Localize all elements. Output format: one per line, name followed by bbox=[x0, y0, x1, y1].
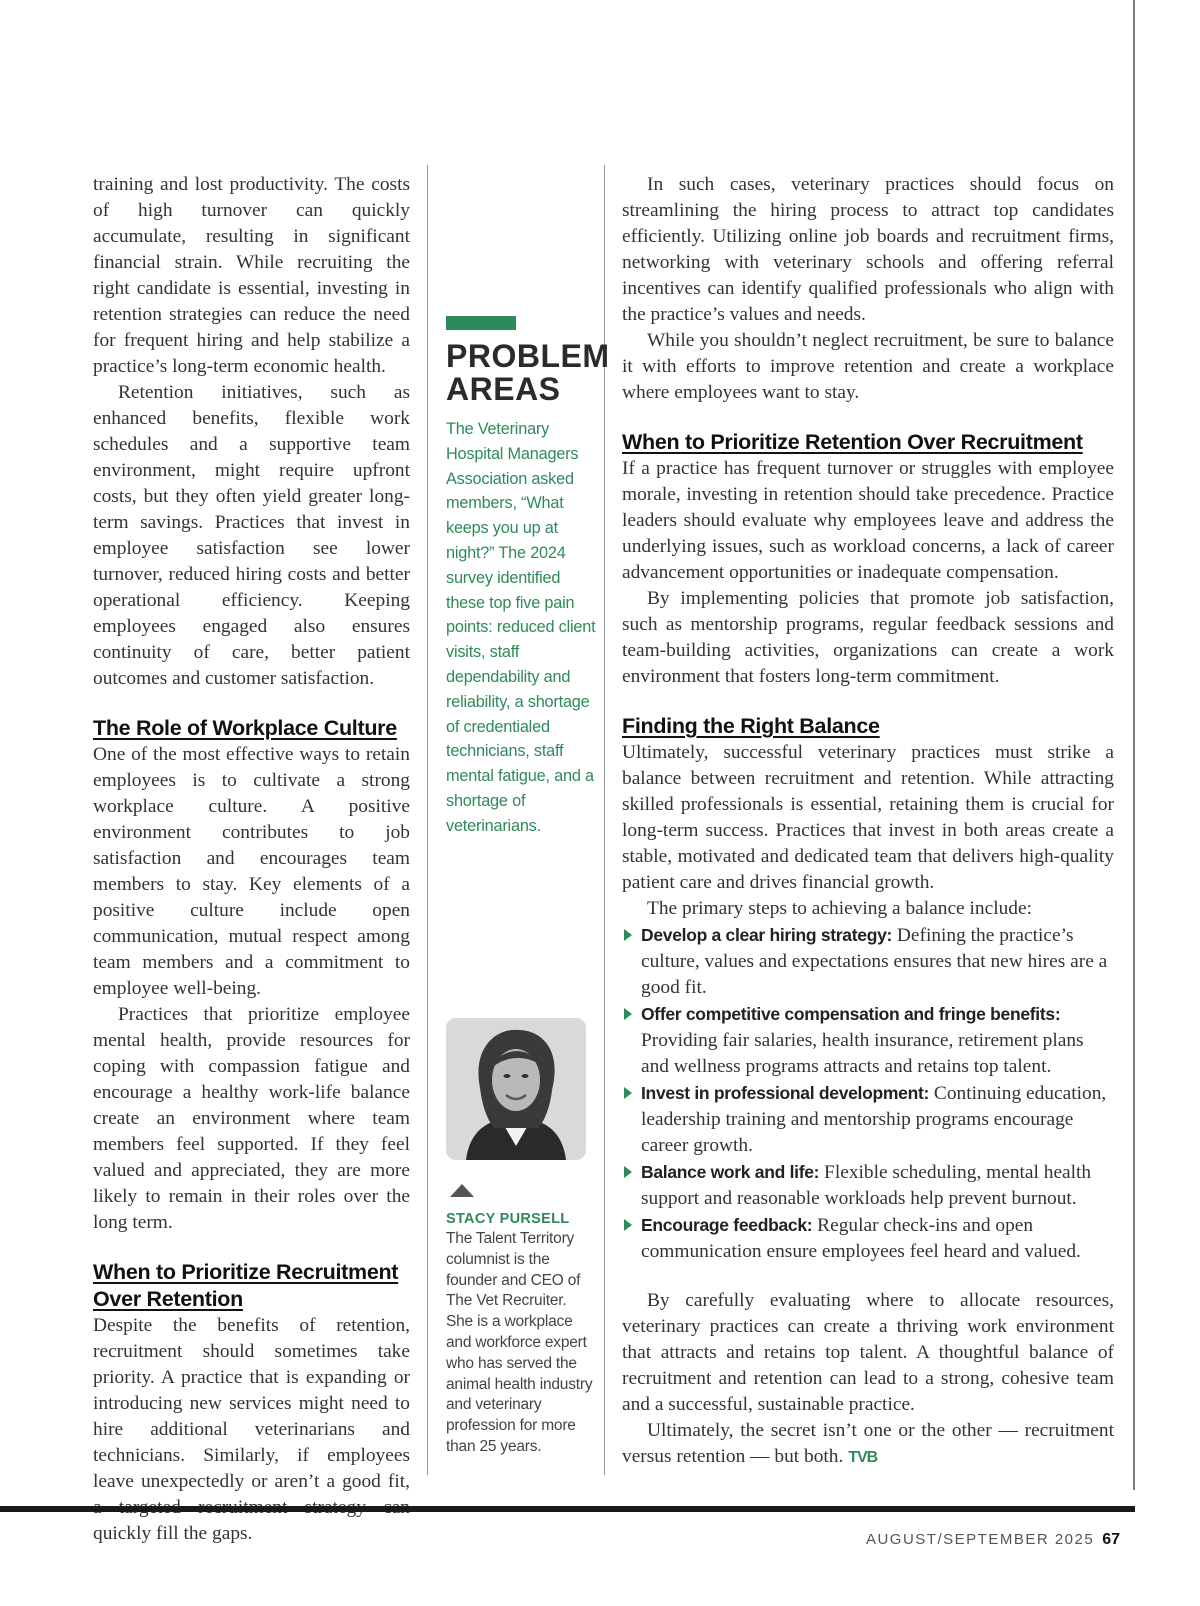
issue-date: AUGUST/SEPTEMBER 2025 bbox=[865, 1531, 1095, 1548]
paragraph: In such cases, veterinary practices should focus on streamlining the hiring process to attract top candidates efficiently. Utilizing online job boards and recruitment firms, networking with veterinary schools and offering referral incentives can identify qualified professionals who align with the practice’s values and needs. bbox=[622, 174, 1114, 325]
list-item bbox=[622, 1001, 1114, 1080]
author-photo bbox=[446, 1018, 586, 1160]
step-label: Balance work and life: bbox=[641, 1162, 820, 1182]
closing-paragraph bbox=[622, 1418, 1114, 1471]
step-text: Flexible scheduling, mental health support and reasonable workloads help prevent burnout. bbox=[641, 1162, 1092, 1209]
subheading-recruitment-over-retention: When to Prioritize Recruitment Over Retention bbox=[93, 1260, 399, 1311]
page-edge-rule bbox=[1133, 0, 1135, 1490]
portrait-image bbox=[446, 1018, 586, 1160]
sidebar-accent-bar bbox=[446, 316, 516, 330]
step-text: Providing fair salaries, health insurance, retirement plans and wellness programs attracts and retains top talent. bbox=[641, 1030, 1084, 1077]
paragraph: Ultimately, successful veterinary practices must strike a balance between recruitment and retention. While attracting skilled professionals is essential, retaining them is crucial for long-term success. Practices that invest in both areas create a stable, motivated and dedicated team that delivers high-quality patient care and drives financial growth. bbox=[622, 742, 1114, 893]
closing-text: Ultimately, the secret isn’t one or the other — recruitment versus retention — but both. bbox=[622, 1420, 1114, 1467]
step-text: Continuing education, leadership training and mentorship programs encourage career growth. bbox=[641, 1083, 1107, 1156]
end-mark-logo: TVB bbox=[848, 1449, 878, 1466]
paragraph: If a practice has frequent turnover or struggles with employee morale, investing in retention should take precedence. Practice leaders should evaluate why employees leave and address the underlying issues, such as workload concerns, a lack of career advancement opportunities or inadequate compensation. bbox=[622, 458, 1114, 583]
step-label: Develop a clear hiring strategy: bbox=[641, 925, 893, 945]
step-label: Encourage feedback: bbox=[641, 1215, 813, 1235]
left-column bbox=[93, 172, 410, 1547]
paragraph: By carefully evaluating where to allocate resources, veterinary practices can create a thriving work environment that attracts and retains top talent. A thoughtful balance of recruitment and retention can lead to a strong, cohesive team and a successful, sustainable practice. bbox=[622, 1290, 1114, 1415]
bullet-arrow-icon bbox=[624, 1219, 632, 1231]
bullet-arrow-icon bbox=[624, 1008, 632, 1020]
step-text: Regular check-ins and open communication ensure employees feel heard and valued. bbox=[641, 1215, 1081, 1262]
paragraph: Despite the benefits of retention, recruitment should sometimes take priority. A practice that is expanding or introducing new services might need to hire additional veterinarians and technicians. Similarly, if employees leave unexpectedly or aren’t a good fit, quickly fill the gaps. bbox=[93, 1315, 410, 1544]
folio bbox=[866, 1531, 1120, 1549]
steps-list bbox=[622, 922, 1114, 1265]
list-item bbox=[622, 1159, 1114, 1212]
subheading-finding-balance: Finding the Right Balance bbox=[622, 714, 880, 738]
list-item bbox=[622, 1212, 1114, 1265]
paragraph: The primary steps to achieving a balance include: bbox=[647, 898, 1032, 919]
paragraph: One of the most effective ways to retain employees is to cultivate a strong workplace culture. A positive environment contributes to job satisfaction and encourages team members to stay. Key elements of a positive culture include open communication, mutual respect among team members and a commitment to employee well-being. bbox=[93, 744, 410, 999]
column-divider-left bbox=[427, 165, 428, 1475]
sidebar-title: PROBLEM AREAS bbox=[446, 338, 610, 407]
paragraph: By implementing policies that promote job satisfaction, such as mentorship programs, regular feedback sessions and team-building activities, organizations can create a work environment that fosters long-term commitment. bbox=[622, 588, 1114, 687]
right-column bbox=[622, 172, 1114, 1471]
bullet-arrow-icon bbox=[624, 929, 632, 941]
caption-pointer-icon bbox=[450, 1184, 474, 1197]
step-label: Offer competitive compensation and fringe benefits: bbox=[641, 1004, 1061, 1024]
list-item bbox=[622, 922, 1114, 1001]
subheading-retention-over-recruitment: When to Prioritize Retention Over Recruitment bbox=[622, 430, 1083, 454]
paragraph: training and lost productivity. The costs of high turnover can quickly accumulate, resulting in significant financial strain. While recruiting the right candidate is essential, investing in retention strategies can reduce the need for frequent hiring and help stabilize a practice’s long-term economic health. bbox=[93, 174, 410, 377]
paragraph: Practices that prioritize employee mental health, provide resources for coping with compassion fatigue and encourage a healthy work-life balance create an environment where team members feel supported. If they feel valued and appreciated, they are more likely to remain in their roles over the long term. bbox=[93, 1004, 410, 1233]
bullet-arrow-icon bbox=[624, 1166, 632, 1178]
list-item bbox=[622, 1080, 1114, 1159]
paragraph: While you shouldn’t neglect recruitment, be sure to balance it with efforts to improve retention and create a workplace where employees want to stay. bbox=[622, 330, 1114, 403]
paragraph: Retention initiatives, such as enhanced benefits, flexible work schedules and a supportive team environment, might require upfront costs, but they often yield greater long-term savings. Practices that invest in employee satisfaction see lower turnover, reduced hiring costs and better operational efficiency. Keeping employees engaged also ensures continuity of care, better patient outcomes and customer satisfaction. bbox=[93, 382, 410, 689]
bullet-arrow-icon bbox=[624, 1087, 632, 1099]
step-label: Invest in professional development: bbox=[641, 1083, 930, 1103]
page-number: 67 bbox=[1102, 1531, 1120, 1548]
footer-rule bbox=[0, 1506, 1135, 1512]
step-text: Defining the practice’s culture, values and expectations ensures that new hires are a good fit. bbox=[641, 925, 1108, 998]
sidebar-body: The Veterinary Hospital Managers Association asked members, “What keeps you up at night?” The 2024 survey identified these top five pain points: reduced client visits, staff dependability and reliability, a shortage of credentialed technicians, staff mental fatigue, and a shortage of veterinarians. bbox=[446, 420, 596, 835]
author-name: STACY PURSELL bbox=[446, 1211, 570, 1227]
author-bio: The Talent Territory columnist is the founder and CEO of The Vet Recruiter. She is a workplace and workforce expert who has served the animal health industry and veterinary profession for more than 25 years. bbox=[446, 1230, 593, 1455]
subheading-workplace-culture: The Role of Workplace Culture bbox=[93, 716, 397, 740]
